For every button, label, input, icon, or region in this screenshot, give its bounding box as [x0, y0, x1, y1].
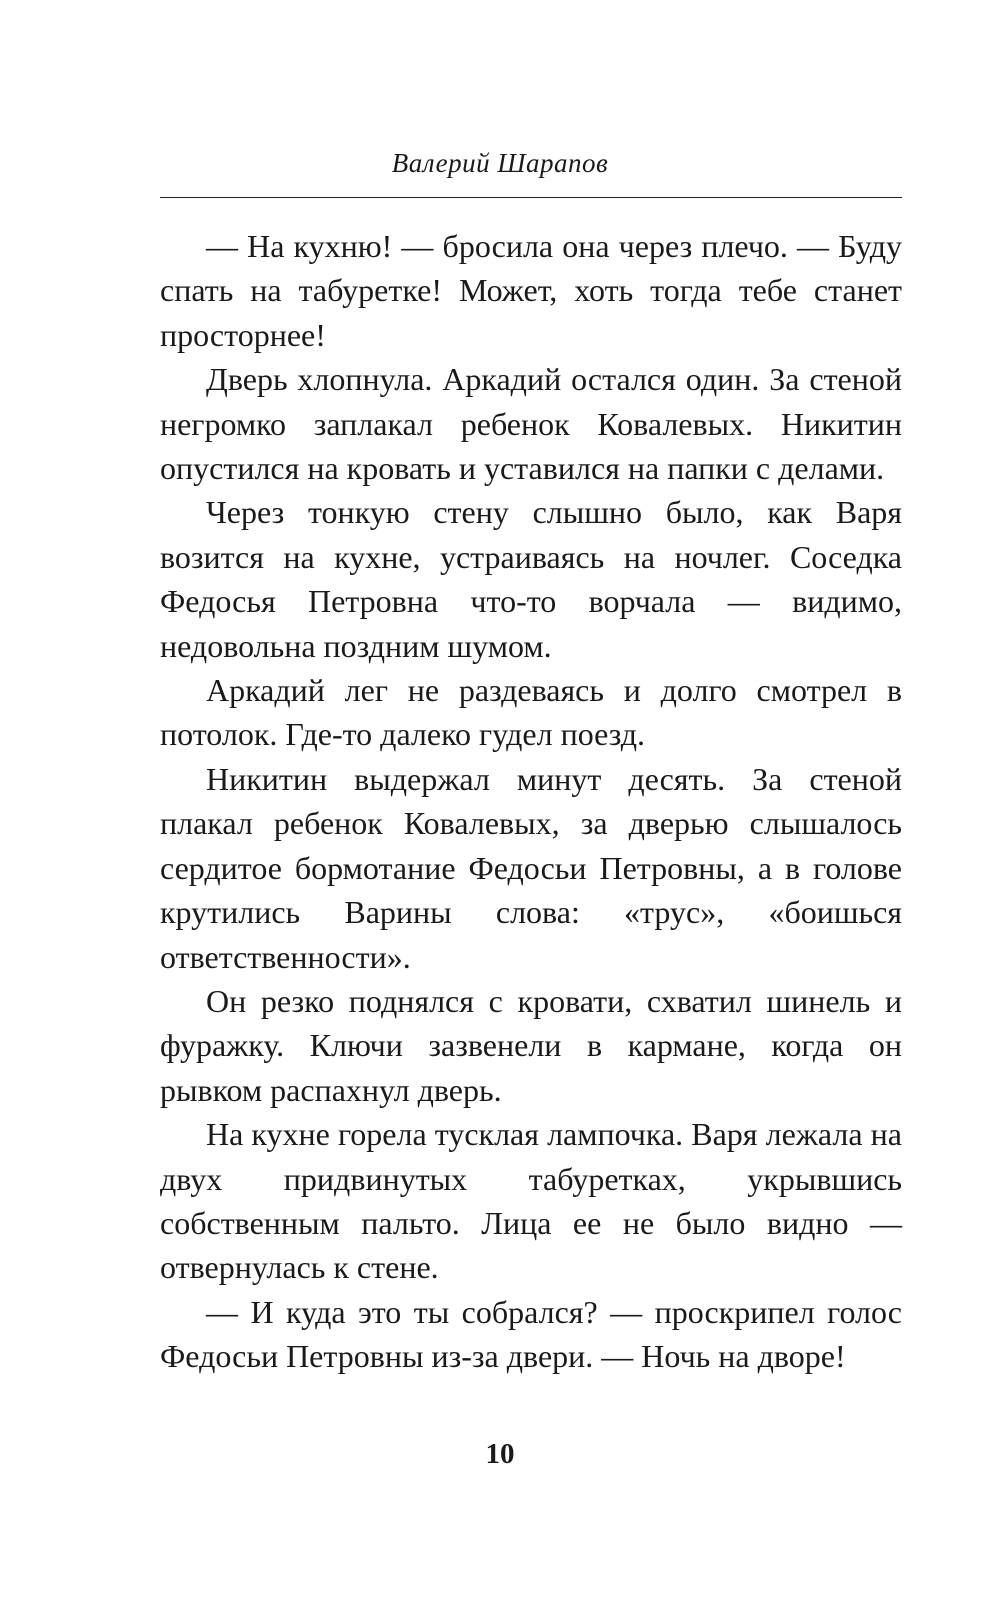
paragraph: Дверь хлопнула. Аркадий остался один. За стеной негромко заплакал ребенок Ковалевых. Никитин опустился на кровать и уставился на папки с делами. [160, 361, 902, 487]
paragraph: — И куда это ты собрался? — проскрипел голос Федосьи Петровны из-за двери. — Ночь на дворе! [160, 1293, 902, 1375]
paragraph: — На кухню! — бросила она через плечо. — Буду спать на табуретке! Может, хоть тогда тебе станет просторнее! [160, 228, 902, 353]
body-text [160, 224, 902, 1379]
paragraph: Через тонкую стену слышно было, как Варя возится на кухне, устраиваясь на ночлег. Соседка Федосья Петровна что-то ворчала — видимо, недовольна поздним шумом. [160, 494, 902, 664]
paragraph: На кухне горела тусклая лампочка. Варя лежала на двух придвинутых табуретках, укрывшись собственным пальто. Лица ее не было видно — отвернулась к стене. [160, 1116, 902, 1286]
page-number: 10 [485, 1438, 515, 1470]
paragraph: Никитин выдержал минут десять. За стеной плакал ребенок Ковалевых, за дверью слышалось сердитое бормотание Федосьи Петровны, а в голове крутились Варины слова: «трус», «боишься ответственности». [160, 760, 902, 975]
paragraph: Он резко поднялся с кровати, схватил шинель и фуражку. Ключи зазвенели в кармане, когда он рывком распахнул дверь. [160, 982, 902, 1108]
paragraph: Аркадий лег не раздеваясь и долго смотрел в потолок. Где-то далеко гудел поезд. [160, 672, 902, 753]
running-head: Валерий Шарапов [391, 148, 609, 178]
header-rule [160, 197, 902, 198]
